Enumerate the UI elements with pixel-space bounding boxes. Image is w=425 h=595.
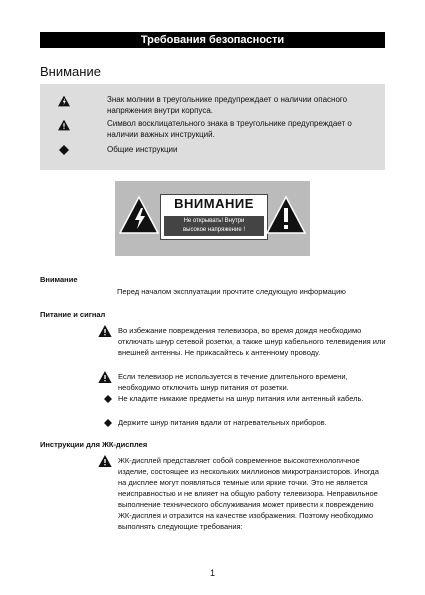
lcd-section-title: Инструкции для ЖК-дисплея bbox=[40, 440, 148, 449]
lightning-triangle-icon bbox=[119, 195, 159, 235]
symbol-legend bbox=[40, 84, 385, 170]
exclamation-triangle-icon bbox=[266, 195, 306, 235]
power-item-text: Если телевизор не используется в течение длительного времени, необходимо отключить шнур питания от розетки. bbox=[118, 372, 348, 392]
lcd-item-text: ЖК-дисплей представляет собой современное высокотехнологичное изделие, состоящее из нескольких миллионов микротранзисторов. Иногда на дисплее могут появляться темные или яркие точки. Это не является неисправностью и не влияет на общую работу телевизора. Неправильное выполнение технического обслуживания может привести к повреждению ЖК-дисплея и отразится на качестве изображения. Поэтому необходимо выполнять следующие требования: bbox=[118, 456, 379, 531]
power-item-text: Не кладите никакие предметы на шнур питания или антенный кабель. bbox=[118, 394, 364, 403]
warning-triangle-icon bbox=[98, 455, 112, 467]
warning-triangle-icon bbox=[98, 371, 112, 383]
power-item-text: Во избежание повреждения телевизора, во время дождя необходимо отключать шнур сетевой розетки, а также шнур кабельного телевидения или внешней антенны. Не прикасайтесь к антенному проводу. bbox=[118, 326, 386, 357]
power-item-text: Держите шнур питания вдали от нагревательных приборов. bbox=[118, 418, 327, 427]
warning-sign-word: ВНИМАНИЕ bbox=[174, 196, 254, 211]
warning-sign-caption bbox=[164, 216, 264, 236]
page-title: Требования безопасности bbox=[40, 32, 385, 48]
warning-sign-line: высокое напряжение ! bbox=[182, 227, 246, 233]
warning-sign-line: Не открывать! Внутри bbox=[183, 218, 245, 224]
legend-item-text: Знак молнии в треугольнике предупреждает о наличии опасного напряжения внутри корпуса. bbox=[107, 95, 348, 115]
warning-triangle-icon bbox=[98, 325, 112, 337]
legend-item-text: Символ восклицательного знака в треугольнике предупреждает о наличии важных инструкций. bbox=[107, 119, 352, 139]
legend-item-text: Общие инструкции bbox=[107, 145, 178, 154]
lightning-triangle-icon bbox=[58, 95, 70, 107]
diamond-bullet-icon bbox=[59, 145, 69, 155]
power-section-title: Питание и сигнал bbox=[40, 310, 106, 319]
diamond-bullet-icon bbox=[104, 419, 112, 427]
warning-section-title: Внимание bbox=[40, 275, 78, 284]
warning-section-text: Перед началом эксплуатации прочтите следующую информацию bbox=[117, 287, 346, 296]
diamond-bullet-icon bbox=[104, 395, 112, 403]
page-number: 1 bbox=[209, 568, 215, 578]
exclamation-triangle-icon bbox=[58, 119, 70, 131]
warning-sign bbox=[160, 194, 268, 240]
warning-banner bbox=[115, 181, 310, 256]
section-heading: Внимание bbox=[40, 64, 101, 79]
